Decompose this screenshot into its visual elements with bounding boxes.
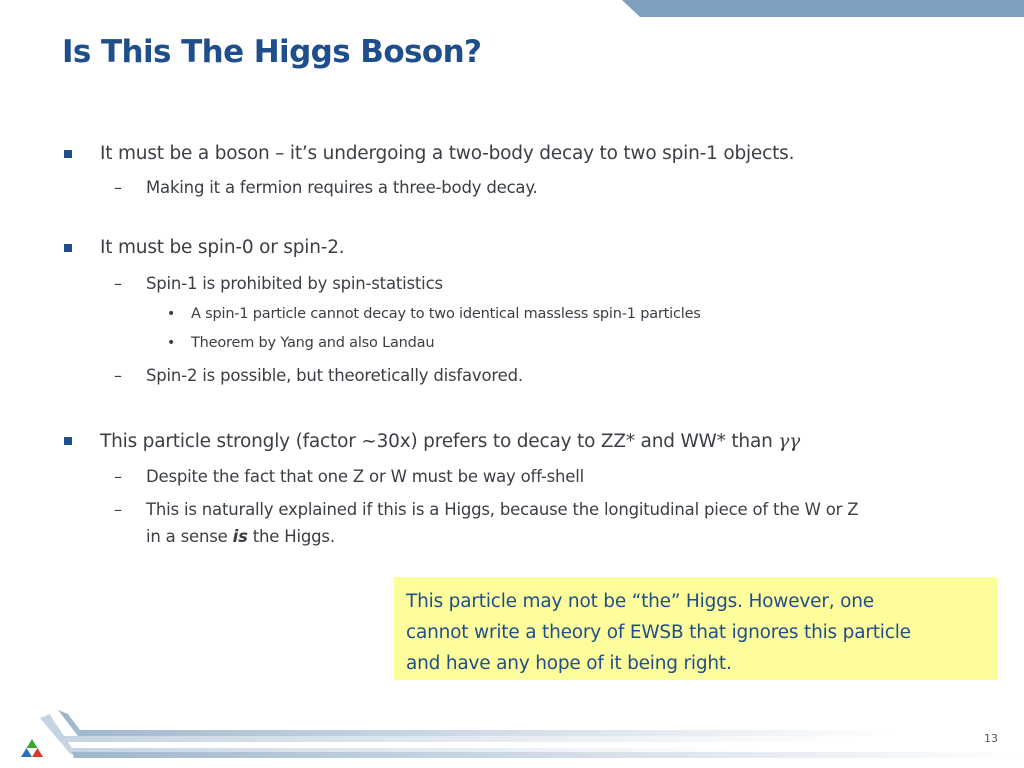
callout-line-1: This particle may not be “the” Higgs. However, one [406,591,874,612]
line2-after: the Higgs. [247,527,335,546]
dot-marker: • [167,335,176,351]
dash-marker: – [114,467,122,486]
argonne-triangle-logo-icon [20,738,44,758]
bullet-1-text: It must be a boson – it’s undergoing a two-body decay to two spin-1 objects. [100,143,795,164]
bullet-3-sub-1-text: Despite the fact that one Z or W must be way off-shell [146,467,585,486]
slide-title: Is This The Higgs Boson? [62,34,482,70]
callout-line-3: and have any hope of it being right. [406,653,732,674]
bullet-2-sub-1-text: Spin-1 is prohibited by spin-statistics [146,274,443,293]
bullet-3-sub-2-text: This is naturally explained if this is a Higgs, because the longitudinal piece of the W or Z [146,500,859,519]
bullet-3-text [100,431,800,452]
footer-band [0,700,1024,768]
header-band [0,0,1024,20]
line2-before: in a sense [146,527,233,546]
bullet-2-sub-1-item-1-text: A spin-1 particle cannot decay to two identical massless spin-1 particles [191,306,701,322]
callout-line-2: cannot write a theory of EWSB that ignores this particle [406,622,911,643]
bullet-3-sub-2-line2 [146,527,335,546]
dot-marker: • [167,306,176,322]
gamma-gamma-symbol: γγ [778,431,801,452]
bullet-square-icon [64,437,72,445]
dash-marker: – [114,366,122,385]
bullet-2-sub-1-item-2-text: Theorem by Yang and also Landau [191,335,435,351]
emphasis-is: is [232,527,248,546]
dash-marker: – [114,274,122,293]
callout-box [394,577,997,680]
bullet-3-main: This particle strongly (factor ~30x) prefers to decay to ZZ* and WW* than [100,431,779,452]
bullet-1-sub-1-text: Making it a fermion requires a three-body decay. [146,178,538,197]
bullet-2-sub-2-text: Spin-2 is possible, but theoretically disfavored. [146,366,523,385]
dash-marker: – [114,500,122,519]
bullet-square-icon [64,244,72,252]
bullet-square-icon [64,150,72,158]
page-number: 13 [984,732,998,745]
dash-marker: – [114,178,122,197]
bullet-2-text: It must be spin-0 or spin-2. [100,237,345,258]
